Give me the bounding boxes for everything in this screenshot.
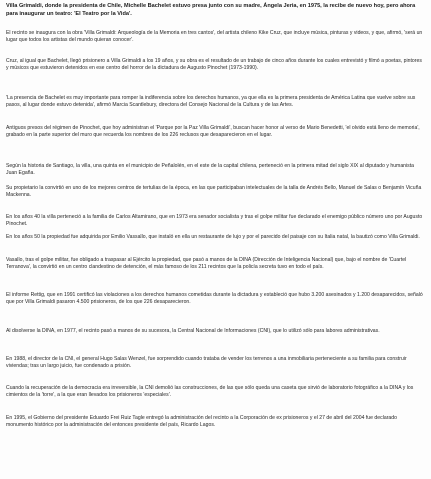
paragraph-12: En 1988, el director de la CNI, el general Hugo Salas Wenzel, fue sorprendido cuando trataba de vender los terrenos a una inmobiliaria perteneciente a su familia para construir viviendas; tras un largo juicio, fue condenado a prisión. [6, 356, 407, 370]
paragraph-6: Su propietario la convirtió en uno de los mejores centros de tertulias de la época, en las que participaban intelectuales de la talla de Andrés Bello, Manuel de Salas o Benjamín Vicuña Mackenna. [6, 185, 422, 199]
paragraph-10: El informe Rettig, que en 1991 certificó las violaciones a los derechos humanos cometidas durante la dictadura y estableció que hubo 3.200 asesinados y 1.200 desaparecidos, señaló que por Villa Grimaldi pasaron 4.500 prisioneros, de los que 226 desaparecieron. [6, 292, 423, 306]
paragraph-2: Cruz, al igual que Bachelet, llegó prisionero a Villa Grimaldi a los 19 años, y su obra es el resultado de un trabajo de cinco años durante los cuales entrevistó y filmó a poetas, pintores y músicos que estuvieron detenidos en ese centro del horror de la dictadura de Augusto Pinochet (1973-1990). [6, 58, 422, 72]
paragraph-4: Antiguos presos del régimen de Pinochet, que hoy administran el 'Parque por la Paz Villa Grimaldi', buscan hacer honor al verso de Mario Benedetti, 'el olvido está lleno de memoria', grabado en la parte superior del muro que recuerda los nombres de los 226 reclusos que desaparecieron en el lugar. [6, 125, 420, 139]
paragraph-5: Según la historia de Santiago, la villa, una quinta en el municipio de Peñalolén, en el este de la capital chilena, perteneció en la primera mitad del siglo XIX al diputado y humanista Juan Egaña. [6, 163, 415, 177]
paragraph-11: Al disolverse la DINA, en 1977, el recinto pasó a manos de su sucesora, la Central Nacional de Informaciones (CNI), que lo utilizó sólo para labores administrativas. [6, 328, 380, 334]
paragraph-1: El recinto se inaugura con la obra 'Villa Grimaldi: Arqueología de la Memoria en tres cantos', del artista chileno Kike Cruz, que incluye música, pinturas y videos, y que, afirmó, 'será un lugar que todos los artistas del mundo quieran conocer'. [6, 30, 423, 44]
paragraph-3: 'La presencia de Bachelet es muy importante para romper la indiferencia sobre los derechos humanos, ya que ella es la primera presidenta de América Latina que vuelve sobre sus pasos, al lugar donde estuvo detenida', afirmó Marcia Scantlebury, directora del Consejo Nacional de la Cultura y de las Artes. [6, 95, 416, 109]
paragraph-13: Cuando la recuperación de la democracia era irreversible, la CNI demolió las construcciones, de las que sólo queda una caseta que sirvió de laboratorio fotográfico a la DINA y los cimientos de la 'torre', a la que eran llevados los prisioneros 'especiales'. [6, 385, 414, 399]
lead-paragraph: Villa Grimaldi, donde la presidenta de Chile, Michelle Bachelet estuvo presa junto con su madre, Ángela Jeria, en 1975, la recibe de nuevo hoy, pero ahora para inaugurar un teatro: 'El Teatro por la Vida'. [6, 3, 416, 17]
paragraph-9: Vasallo, tras el golpe militar, fue obligado a traspasar al Ejército la propiedad, que pasó a manos de la DINA (Dirección de Inteligencia Nacional) que, bajo el nombre de 'Cuartel Terranova', la convirtió en un centro clandestino de detención, el más famoso de los 211 recintos que la policía secreta tuvo en todo el país. [6, 257, 407, 271]
paragraph-8: En los años 50 la propiedad fue adquirida por Emilio Vassallo, que instaló en ella un restaurante de lujo y por el parecido del paisaje con su Italia natal, la bautizó como Villa Grimaldi. [6, 234, 420, 240]
paragraph-7: En los años 40 la villa perteneció a la familia de Carlos Altamirano, que en 1973 era senador socialista y tras el golpe militar fue declarado el enemigo público número uno por Augusto Pinochet. [6, 214, 423, 228]
paragraph-14: En 1995, el Gobierno del presidente Eduardo Frei Ruiz Tagle entregó la administración del recinto a la Corporación de ex prisioneros y el 27 de abril del 2004 fue declarado monumento histórico por la administración del entonces presidente del país, Ricardo Lagos. [6, 415, 397, 429]
